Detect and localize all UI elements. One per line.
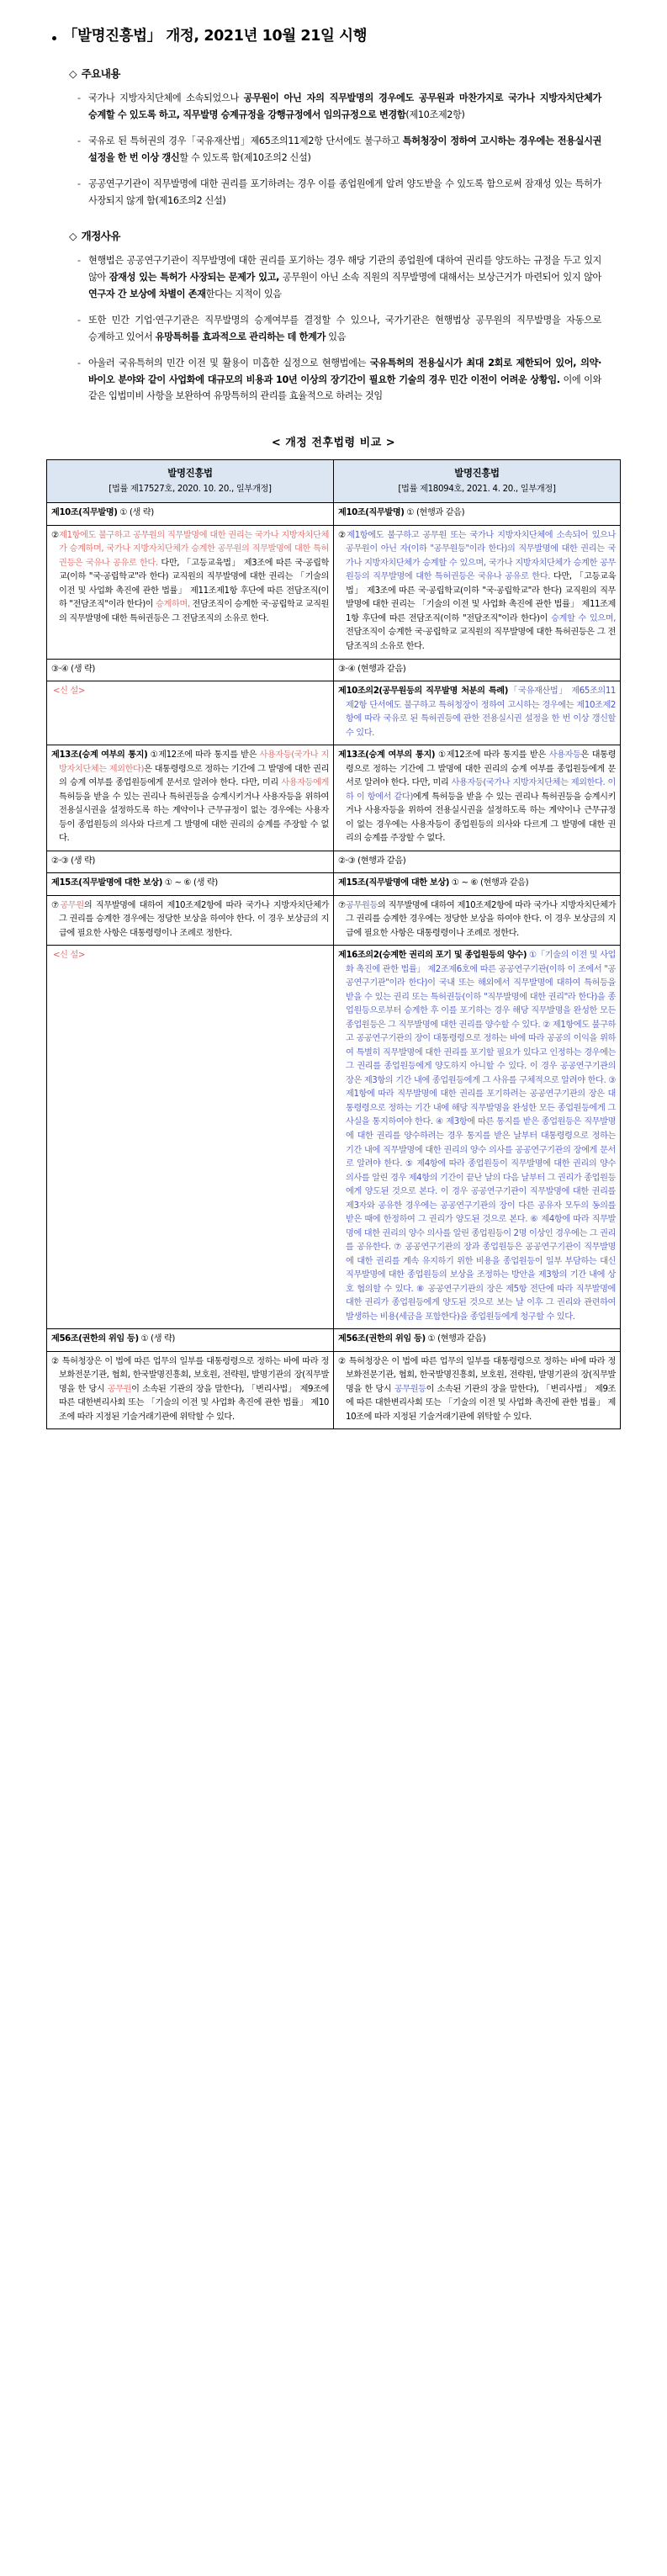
section-heading-0 [0, 66, 667, 81]
table-row [47, 525, 621, 659]
old-law-cell [47, 659, 334, 681]
column-header-old-law [47, 460, 334, 503]
list-item [0, 176, 667, 209]
dash-marker-icon: - [77, 178, 82, 189]
table-row [47, 681, 621, 745]
old-law-cell [47, 503, 334, 526]
article-heading: 제15조(직무발명에 대한 보상) ① ~ ⑥ (생 략) [51, 878, 218, 888]
list-item [0, 355, 667, 405]
clause-paragraph: ②제1항에도 불구하고 공무원 또는 국가나 지방자치단체에 소속되어 있으나 공무원이 아닌 자(이하 "공무원등"이라 한다)의 직무발명에 대한 권리는 국가나 지방자치단체가 승계할 수 있으며, 국가나 지방자치단체가 승계한 공무원등의 직무발명에 대한 특허권등은 국유나 공유로 한다. 다만, 「고등교육법」 제3조에 따른 국·공립학교(이하 "국·공립학교"라 한다) 교직원의 직무발명에 대한 권리는 「기술의 이전 및 사업화 촉진에 관한 법률」 제11조제1항 후단에 따른 전담조직(이하 "전담조직"이라 한다)이 승계할 수 있으며, 전담조직이 승계한 국·공립학교 교직원의 직무발명에 대한 특허권등은 그 전담조직의 소유로 한다. [338, 530, 617, 651]
article-heading: 제56조(권한의 위임 등) ① (생 략) [51, 1334, 175, 1344]
clause-paragraph: ② 특허청장은 이 법에 따른 업무의 일부를 대통령령으로 정하는 바에 따라 정보화전문기관, 협회, 한국발명진흥회, 보호원, 전략원, 발명기관의 장(직무발명을 한 당시 공무원이 소속된 기관의 장을 말한다), 「변리사법」 제9조에 따른 대한변리사회 또는 「기술의 이전 및 사업화 촉진에 관한 법률」 제10조에 따라 지정된 기술거래기관에 위탁할 수 있다. [51, 1356, 329, 1422]
list-item-text: 아울러 국유특허의 민간 이전 및 활용이 미흡한 실정으로 현행법에는 국유특허의 전용실시가 최대 2회로 제한되어 있어, 의약·바이오 분야와 같이 사업화에 대규모의 비용과 10년 이상의 장기간이 필요한 기술의 경우 민간 이전이 어려운 상황임. 이에 이와 같은 입법미비 사항을 보완하여 유망특허의 관리를 효율적으로 하려는 것임 [88, 357, 601, 402]
new-law-cell [334, 525, 621, 659]
new-law-cell [334, 895, 621, 946]
new-law-cell [334, 851, 621, 873]
new-law-cell [334, 745, 621, 851]
newly-added-marker: <신 설> [53, 686, 85, 697]
article-paragraph: 제10조의2(공무원등의 직무발명 처분의 특례)「국유재산법」 제65조의11제2항 단서에도 불구하고 특허청장이 정하여 고시하는 경우에는 제10조제2항에 따라 국유로 된 특허권등에 관한 전용실시권 설정을 한 번 이상 갱신할 수 있다. [338, 686, 616, 738]
list-item-text: 국유로 된 특허권의 경우「국유재산법」제65조의11제2항 단서에도 불구하고 특허청장이 정하여 고시하는 경우에는 전용실시권 설정을 한 번 이상 갱신할 수 있도록 함(제10조의2 신설) [88, 135, 602, 164]
old-law-meta: [법률 제17527호, 2020. 10. 20., 일부개정] [109, 484, 272, 494]
diamond-icon: ◇ [69, 67, 77, 81]
page-title: 「발명진흥법」 개정, 2021년 10월 21일 시행 [63, 28, 368, 45]
old-law-cell [47, 745, 334, 851]
table-row [47, 503, 621, 526]
article-heading: 제56조(권한의 위임 등) ① (현행과 같음) [338, 1334, 486, 1344]
list-item-text: 또한 민간 기업·연구기관은 직무발명의 승계여부를 결정할 수 있으나, 국가기관은 현행법상 공무원의 직무발명을 자동으로 승계하고 있어서 유망특허를 효과적으로 관리하는 데 한계가 있음 [88, 314, 601, 342]
new-law-cell [334, 1351, 621, 1429]
section-bullet-list [0, 252, 667, 405]
dash-marker-icon: - [77, 135, 82, 147]
table-header-row [47, 460, 621, 503]
new-law-cell [334, 873, 621, 896]
list-item [0, 252, 667, 303]
article-paragraph: 제13조(승계 여부의 통지) ①제12조에 따라 통지를 받은 사용자등은 대통령령으로 정하는 기간에 그 발명에 대한 권리의 승계 여부를 종업원등에게 문서로 알려야 한다. 다만, 미리 사용자등(국가나 지방자치단체는 제외한다. 이하 이 항에서 같다)에게 특허등을 받을 수 있는 권리나 특허권등을 승계시키거나 사용자등을 위하여 전용실시권을 설정하도록 하는 계약이나 근무규정이 없는 경우에는 사용자등이 종업원등의 의사와 다르게 그 발명에 대한 권리의 승계를 주장할 수 없다. [338, 750, 617, 844]
article-paragraph: 제13조(승계 여부의 통지) ①제12조에 따라 통지를 받은 사용자등(국가나 지방자치단체는 제외한다)은 대통령령으로 정하는 기간에 그 발명에 대한 권리의 승계 여부를 종업원등에게 문서로 알려야 한다. 다만, 미리 사용자등에게 특허등을 받을 수 있는 권리나 특허권등을 승계시키거나 사용자등을 위하여 전용실시권을 설정하도록 하는 계약이나 근무규정이 없는 경우에는 사용자등이 종업원등의 의사와 다르게 그 발명에 대한 권리의 승계를 주장할 수 없다. [51, 750, 329, 844]
clause-paragraph: ②제1항에도 불구하고 공무원의 직무발명에 대한 권리는 국가나 지방자치단체가 승계하며, 국가나 지방자치단체가 승계한 공무원의 직무발명에 대한 특허권등은 국유나 공유로 한다. 다만, 「고등교육법」 제3조에 따른 국·공립학교(이하 "국·공립학교"라 한다) 교직원의 직무발명에 대한 권리는 「기술의 이전 및 사업화 촉진에 관한 법률」 제11조제1항 후단에 따른 전담조직(이하 "전담조직"이라 한다)이 승계하며, 전담조직이 승계한 국·공립학교 교직원의 직무발명에 대한 특허권등은 그 전담조직의 소유로 한다. [51, 530, 330, 623]
new-law-cell [334, 503, 621, 526]
table-row [47, 873, 621, 896]
old-law-name: 발명진흥법 [167, 467, 213, 480]
new-law-meta: [법률 제18094호, 2021. 4. 20., 일부개정] [398, 484, 556, 494]
column-header-new-law [334, 460, 621, 503]
section-heading-label: 개정사유 [81, 229, 120, 242]
new-law-cell [334, 681, 621, 745]
law-comparison-table [46, 459, 621, 1429]
diamond-icon: ◇ [69, 229, 77, 242]
table-header [47, 460, 621, 503]
clause-paragraph: ⑦공무원등의 직무발명에 대하여 제10조제2항에 따라 국가나 지방자치단체가 그 권리를 승계한 경우에는 정당한 보상을 하여야 한다. 이 경우 보상금의 지급에 필요한 사항은 대통령령이나 조례로 정한다. [338, 900, 617, 938]
section-bullet-list [0, 90, 667, 209]
table-row [47, 1351, 621, 1429]
table-row [47, 659, 621, 681]
narrative-sections [0, 66, 667, 405]
document-title-row [0, 15, 667, 47]
table-row [47, 1329, 621, 1352]
dash-marker-icon: - [77, 93, 82, 104]
new-law-name: 발명진흥법 [454, 467, 500, 480]
new-law-cell [334, 659, 621, 681]
old-law-cell [47, 946, 334, 1329]
dash-marker-icon: - [77, 314, 82, 326]
article-heading: 제15조(직무발명에 대한 보상) ① ~ ⑥ (현행과 같음) [338, 878, 529, 888]
old-law-cell [47, 873, 334, 896]
article-heading: 제10조(직무발명) ① (현행과 같음) [338, 508, 465, 518]
section-heading-label: 주요내용 [81, 67, 120, 81]
list-item-text: 국가나 지방자치단체에 소속되었으나 공무원이 아닌 자의 직무발명의 경우에도 공무원과 마찬가지로 국가나 지방자치단체가 승계할 수 있도록 하고, 직무발명 승계규정을 강행규정에서 임의규정으로 변경함(제10조제2항) [88, 93, 601, 121]
clause-paragraph: ⑦공무원의 직무발명에 대하여 제10조제2항에 따라 국가나 지방자치단체가 그 권리를 승계한 경우에는 정당한 보상을 하여야 한다. 이 경우 보상금의 지급에 필요한 사항은 대통령령이나 조례로 정한다. [51, 900, 330, 938]
dash-marker-icon: - [77, 254, 82, 266]
list-item [0, 90, 667, 124]
bullet-dot-icon [52, 36, 56, 40]
table-row [47, 946, 621, 1329]
old-law-cell [47, 895, 334, 946]
list-item-text: 공공연구기관이 직무발명에 대한 권리를 포기하려는 경우 이를 종업원에게 알려 양도받을 수 있도록 함으로써 잠재성 있는 특허가 사장되지 않게 함(제16조의2 신설) [88, 178, 601, 206]
old-law-cell [47, 1329, 334, 1352]
clause-paragraph: ③·④ (현행과 같음) [338, 664, 406, 674]
list-item [0, 133, 667, 167]
old-law-cell [47, 851, 334, 873]
table-row [47, 745, 621, 851]
newly-added-marker: <신 설> [53, 951, 85, 961]
dash-marker-icon: - [77, 357, 82, 368]
section-heading-1 [0, 228, 667, 243]
new-law-cell [334, 1329, 621, 1352]
table-row [47, 895, 621, 946]
old-law-cell [47, 1351, 334, 1429]
table-body [47, 503, 621, 1429]
list-item-text: 현행법은 공공연구기관이 직무발명에 대한 권리를 포기하는 경우 해당 기관의 종업원에 대하여 권리를 양도하는 규정을 두고 있지 않아 잠재성 있는 특허가 사장되는 문제가 있고, 공무원이 아닌 소속 직원의 직무발명에 대해서는 보상근거가 마련되어 있지 않아 연구자 간 보상에 차별이 존재한다는 지적이 있음 [88, 254, 601, 299]
clause-paragraph: ② 특허청장은 이 법에 따른 업무의 일부를 대통령령으로 정하는 바에 따라 정보화전문기관, 협회, 한국발명진흥회, 보호원, 전략원, 발명기관의 장(직무발명을 한 당시 공무원등이 소속된 기관의 장을 말한다), 「변리사법」 제9조에 따른 대한변리사회 또는 「기술의 이전 및 사업화 촉진에 관한 법률」 제10조에 따라 지정된 기술거래기관에 위탁할 수 있다. [338, 1356, 616, 1422]
table-caption: < 개정 전후법령 비교 > [271, 437, 396, 450]
new-law-cell [334, 946, 621, 1329]
clause-paragraph: ③·④ (생 략) [51, 664, 96, 674]
table-row [47, 851, 621, 873]
article-heading: 제10조(직무발명) ① (생 략) [51, 508, 154, 518]
article-paragraph: 제16조의2(승계한 권리의 포기 및 종업원등의 양수) ①「기술의 이전 및 사업화 촉진에 관한 법률」 제2조제6호에 따른 공공연구기관(이하 이 조에서 "공공연구기관"이라 한다)이 국내 또는 해외에서 직무발명에 대하여 특허등을 받을 수 있는 권리 또는 특허권등(이하 "직무발명에 대한 권리"라 한다)을 종업원등으로부터 승계한 후 이를 포기하는 경우 해당 직무발명을 완성한 모든 종업원등은 그 직무발명에 대한 권리를 양수할 수 있다. ② 제1항에도 불구하고 공공연구기관의 장이 대통령령으로 정하는 바에 따라 공공의 이익을 위하여 특별히 직무발명에 대한 권리를 포기할 필요가 있다고 인정하는 경우에는 그 권리를 종업원등에게 양도하지 아니할 수 있다. 이 경우 공공연구기관의 장은 제3항의 기간 내에 종업원등에게 그 사유를 구체적으로 알려야 한다. ③ 제1항에 따라 직무발명에 대한 권리를 포기하려는 공공연구기관의 장은 대통령령으로 정하는 기간 내에 해당 직무발명을 완성한 모든 종업원등에게 그 사실을 통지하여야 한다. ④ 제3항에 따른 통지를 받은 종업원등은 직무발명에 대한 권리를 양수하려는 경우 통지를 받은 날부터 대통령령으로 정하는 기간 내에 직무발명에 대한 권리의 양수 의사를 공공연구기관의 장에게 문서로 알려야 한다. ⑤ 제4항에 따라 종업원등이 직무발명에 대한 권리의 양수 의사를 알린 경우 제4항의 기간이 끝난 날의 다음 날부터 그 권리가 종업원등에게 양도된 것으로 본다. 이 경우 공공연구기관이 직무발명에 대한 권리를 제3자와 공유한 경우에는 공공연구기관의 장이 다른 공유자 모두의 동의를 받은 때에 한정하여 그 권리가 양도된 것으로 본다. ⑥ 제4항에 따라 직무발명에 대한 권리의 양수 의사를 알린 종업원등이 2명 이상인 경우에는 그 권리를 공유한다. ⑦ 공공연구기관의 장과 종업원등은 공공연구기관이 직무발명에 대한 권리를 계속 유지하기 위한 비용을 종업원등이 일부 부담하는 대신 직무발명에 대한 종업원등의 보상을 조정하는 방안을 제3항의 기간 내에 상호 협의할 수 있다. ⑧ 공공연구기관의 장은 제5항 전단에 따라 직무발명에 대한 권리가 종업원등에게 양도된 것으로 보는 날 이후 그 권리와 관련하여 발생하는 비용(세금을 포함한다)을 종업원등에게 청구할 수 있다. [338, 951, 616, 1322]
old-law-cell [47, 681, 334, 745]
clause-paragraph: ②·③ (생 략) [51, 856, 96, 866]
list-item [0, 312, 667, 346]
clause-paragraph: ②·③ (현행과 같음) [338, 856, 406, 866]
old-law-cell [47, 525, 334, 659]
